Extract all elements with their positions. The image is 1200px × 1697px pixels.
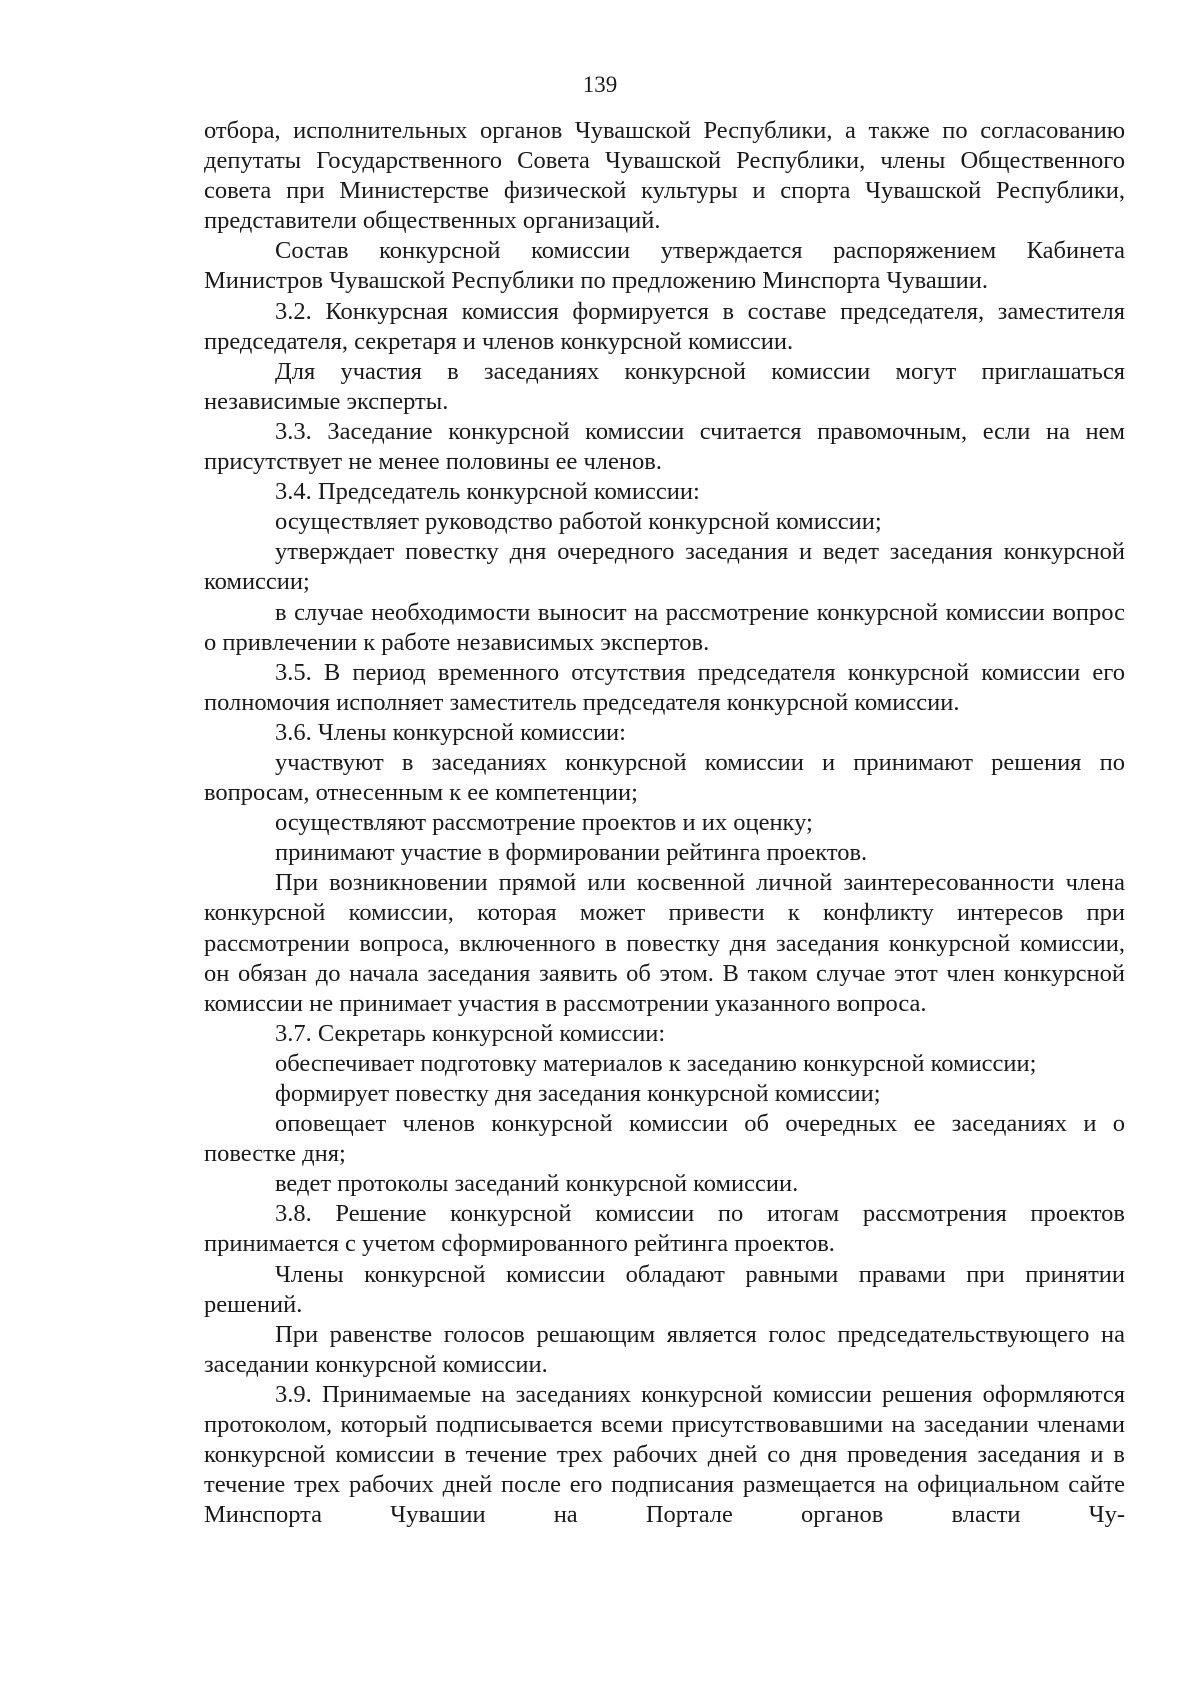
paragraph-24: 3.9. Принимаемые на заседаниях конкурсной комиссии решения оформляются протоколом, который подписывается всеми присутствовавшими на заседании членами конкурсной комиссии в течение трех рабочих дней со дня проведения заседания и в течение трех рабочих дней после его подписания размещается на официальном сайте Минспорта Чувашии на Портале органов власти Чу-	[204, 1380, 1125, 1529]
paragraph-5: 3.3. Заседание конкурсной комиссии считается правомочным, если на нем присутствует не менее половины ее членов.	[204, 417, 1125, 476]
paragraph-12: участвуют в заседаниях конкурсной комиссии и принимают решения по вопросам, отнесенным к ее компетенции;	[204, 748, 1125, 807]
paragraph-6: 3.4. Председатель конкурсной комиссии:	[275, 478, 700, 506]
document-body	[204, 116, 1125, 1530]
paragraph-1: отбора, исполнительных органов Чувашской Республики, а также по согласованию депутаты Государственного Совета Чувашской Республики, члены Общественного совета при Министерстве физической культуры и спорта Чувашской Республики, представители общественных организаций.	[204, 117, 1125, 235]
paragraph-4: Для участия в заседаниях конкурсной комиссии могут приглашаться независимые эксперты.	[204, 357, 1125, 415]
paragraph-15: При возникновении прямой или косвенной личной заинтересованности члена конкурсной комиссии, которая может привести к конфликту интересов при рассмотрении вопроса, включенного в повестку дня заседания конкурсной комиссии, он обязан до начала заседания заявить об этом. В таком случае этот член конкурсной комиссии не принимает участия в рассмотрении указанного вопроса.	[204, 869, 1125, 1017]
paragraph-22: Члены конкурсной комиссии обладают равными правами при принятии решений.	[204, 1260, 1125, 1318]
paragraph-11: 3.6. Члены конкурсной комиссии:	[275, 718, 626, 746]
paragraph-19: оповещает членов конкурсной комиссии об очередных ее заседаниях и о повестке дня;	[204, 1110, 1125, 1168]
paragraph-9: в случае необходимости выносит на рассмотрение конкурсной комиссии вопрос о привлечении к работе независимых экспертов.	[204, 598, 1125, 656]
paragraph-3: 3.2. Конкурсная комиссия формируется в составе председателя, заместителя председателя, секретаря и членов конкурсной комиссии.	[204, 297, 1125, 355]
paragraph-2: Состав конкурсной комиссии утверждается распоряжением Кабинета Министров Чувашской Республики по предложению Минспорта Чувашии.	[204, 237, 1125, 295]
paragraph-23: При равенстве голосов решающим является голос председательствующего на заседании конкурсной комиссии.	[204, 1320, 1125, 1378]
paragraph-7: осуществляет руководство работой конкурсной комиссии;	[275, 508, 882, 536]
paragraph-13: осуществляют рассмотрение проектов и их оценку;	[275, 809, 813, 837]
paragraph-21: 3.8. Решение конкурсной комиссии по итогам рассмотрения проектов принимается с учетом сформированного рейтинга проектов.	[204, 1200, 1125, 1258]
paragraph-16: 3.7. Секретарь конкурсной комиссии:	[275, 1019, 666, 1047]
paragraph-10: 3.5. В период временного отсутствия председателя конкурсной комиссии его полномочия исполняет заместитель председателя конкурсной комиссии.	[204, 658, 1125, 716]
paragraph-20: ведет протоколы заседаний конкурсной комиссии.	[275, 1170, 799, 1198]
paragraph-14: принимают участие в формировании рейтинга проектов.	[275, 839, 868, 867]
paragraph-17: обеспечивает подготовку материалов к заседанию конкурсной комиссии;	[275, 1049, 1037, 1077]
page-number: 139	[582, 72, 618, 97]
paragraph-8: утверждает повестку дня очередного заседания и ведет заседания конкурсной комиссии;	[204, 538, 1125, 596]
paragraph-18: формирует повестку дня заседания конкурсной комиссии;	[275, 1080, 881, 1107]
